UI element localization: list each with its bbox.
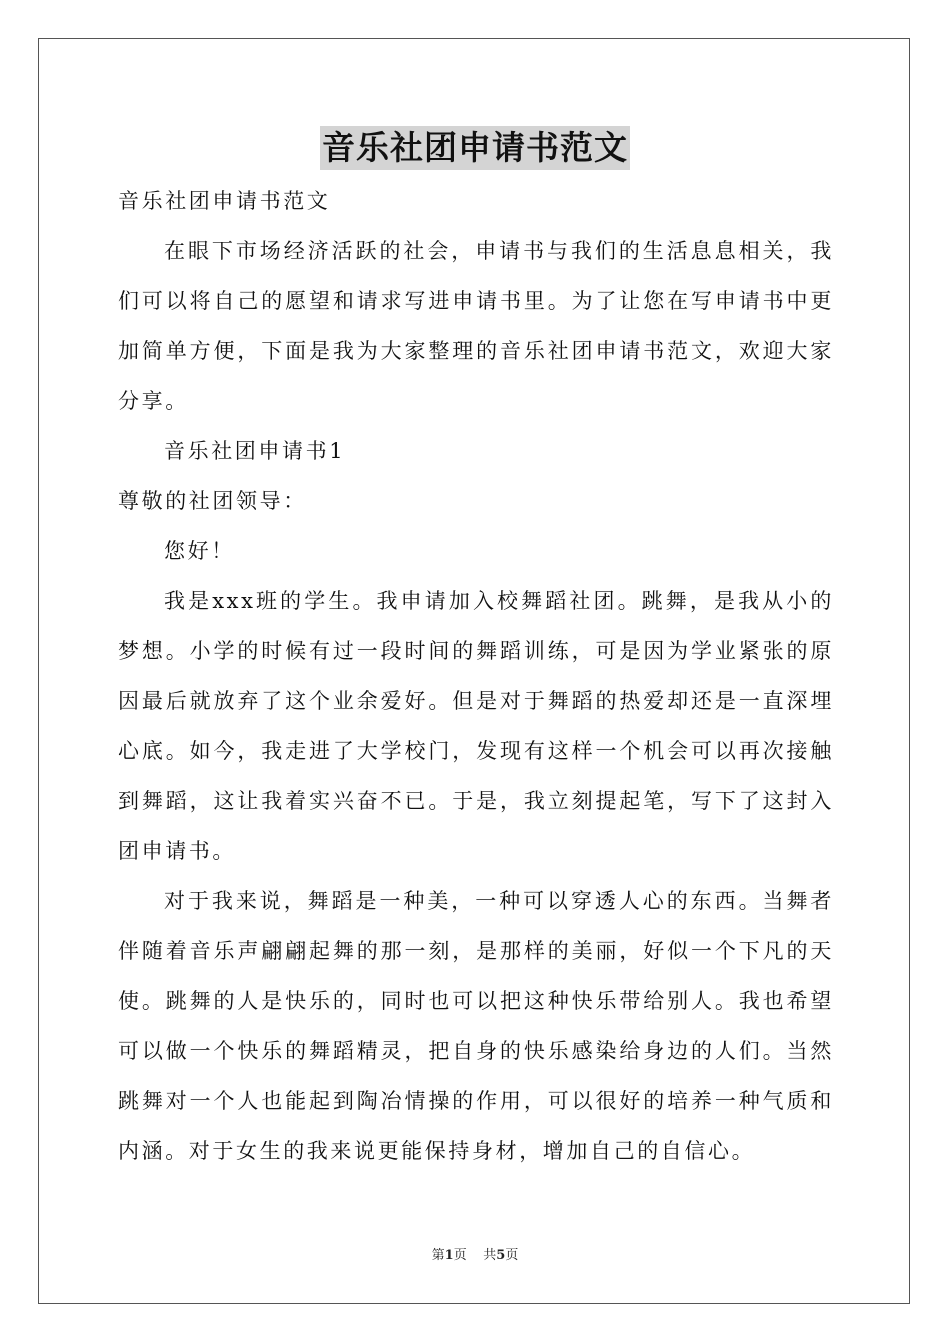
page-unit: 页 [453,1248,467,1263]
body-paragraph-2: 对于我来说，舞蹈是一种美，一种可以穿透人心的东西。当舞者伴随着音乐声翩翩起舞的那一刻，是那样的美丽，好似一个下凡的天使。跳舞的人是快乐的，同时也可以把这种快乐带给别人。我也希望可以做一个快乐的舞蹈精灵，把自身的快乐感染给身边的人们。当然跳舞对一个人也能起到陶冶情操的作用，可以很好的培养一种气质和内涵。对于女生的我来说更能保持身材，增加自己的自信心。 [118,889,834,1163]
salutation: 尊敬的社团领导： [118,489,307,513]
total-unit: 页 [505,1248,519,1263]
intro-paragraph: 在眼下市场经济活跃的社会，申请书与我们的生活息息相关，我们可以将自己的愿望和请求写进申请书里。为了让您在写申请书中更加简单方便，下面是我为大家整理的音乐社团申请书范文，欢迎大家分享。 [118,239,834,413]
document-subtitle: 音乐社团申请书范文 [118,189,331,213]
total-prefix: 共 [483,1248,497,1263]
page-total: 5 [496,1248,506,1263]
greeting: 您好！ [164,539,235,563]
page-current: 1 [444,1248,454,1263]
page-prefix: 第 [431,1248,445,1263]
page-footer [0,1247,950,1265]
document-body [118,176,834,1176]
body-paragraph-1: 我是xxx班的学生。我申请加入校舞蹈社团。跳舞，是我从小的梦想。小学的时候有过一段时间的舞蹈训练，可是因为学业紧张的原因最后就放弃了这个业余爱好。但是对于舞蹈的热爱却还是一直深埋心底。如今，我走进了大学校门，发现有这样一个机会可以再次接触到舞蹈，这让我着实兴奋不已。于是，我立刻提起笔，写下了这封入团申请书。 [118,589,834,863]
document-title: 音乐社团申请书范文 [320,126,630,170]
section-heading: 音乐社团申请书1 [164,439,346,463]
title-wrap [0,126,950,170]
